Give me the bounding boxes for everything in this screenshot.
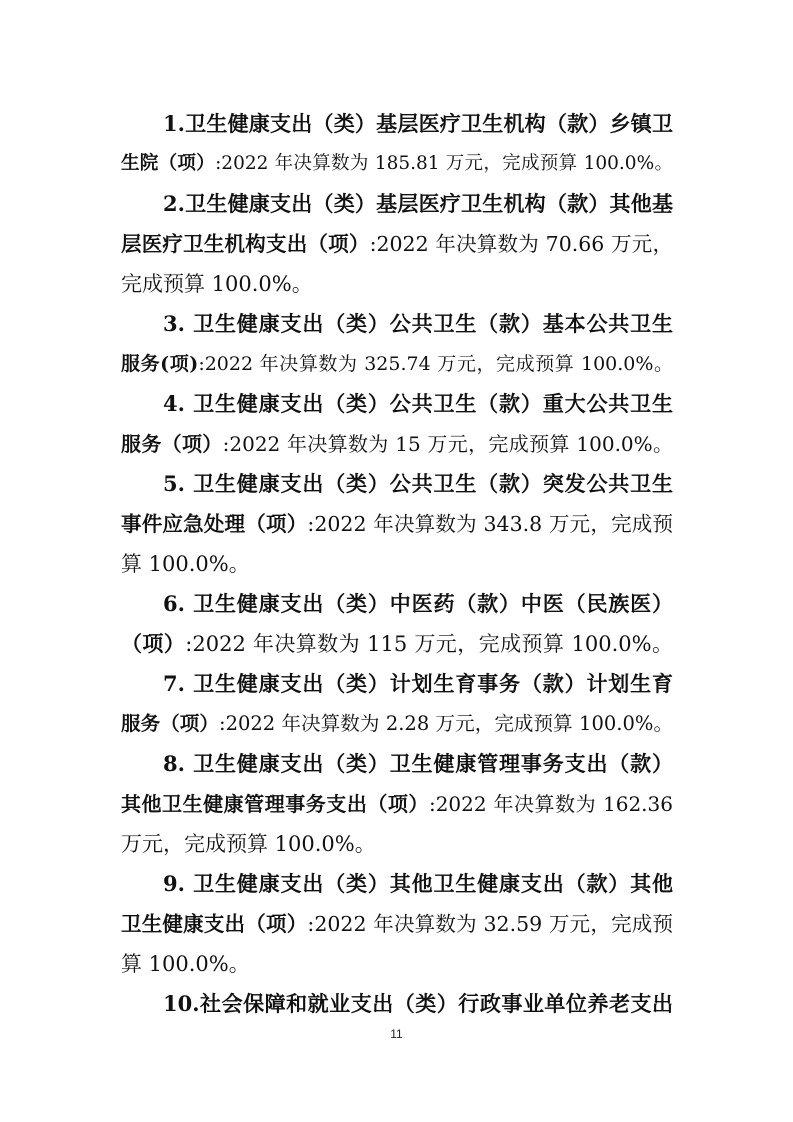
- item-9-line-2: [121, 907, 673, 941]
- item-6-text: :2022 年决算数为 115 万元，完成预算 100.0%。: [185, 632, 673, 656]
- item-4-label: 服务（项）: [121, 432, 223, 456]
- item-7-label: 服务（项）: [121, 712, 220, 735]
- item-8-label: 其他卫生健康管理事务支出（项）: [121, 792, 429, 816]
- item-8-line-2: [121, 787, 673, 821]
- item-5-line-1: 5. 卫生健康支出（类）公共卫生（款）突发公共卫生: [163, 471, 673, 496]
- item-5-line-2: [121, 507, 673, 541]
- item-6-line-1: 6. 卫生健康支出（类）中医药（款）中医（民族医）: [163, 591, 673, 616]
- item-3-text: :2022 年决算数为 325.74 万元，完成预算 100.0%。: [198, 353, 673, 375]
- page-number: 11: [390, 1027, 403, 1041]
- item-7-text: :2022 年决算数为 2.28 万元，完成预算 100.0%。: [219, 712, 673, 735]
- item-3-label: 服务(项): [121, 353, 199, 375]
- item-9-text: :2022 年决算数为 32.59 万元，完成预: [307, 912, 673, 936]
- item-4-text: :2022 年决算数为 15 万元，完成预算 100.0%。: [222, 432, 673, 456]
- item-3-line-2: [121, 347, 673, 381]
- item-2-line-3: 完成预算 100.0%。: [121, 272, 313, 296]
- item-1-label: 生院（项）: [121, 153, 216, 174]
- item-2-text: :2022 年决算数为 70.66 万元，: [369, 232, 673, 256]
- item-3-line-1: 3. 卫生健康支出（类）公共卫生（款）基本公共卫生: [163, 311, 673, 336]
- item-2-label: 层医疗卫生机构支出（项）: [121, 232, 370, 256]
- item-8-line-3: 万元，完成预算 100.0%。: [121, 832, 376, 856]
- item-10-line-1: 10.社会保障和就业支出（类）行政事业单位养老支出: [163, 991, 673, 1016]
- item-6-label: （项）: [121, 631, 186, 656]
- item-1-text: :2022 年决算数为 185.81 万元，完成预算 100.0%。: [215, 153, 673, 174]
- item-7-line-1: 7. 卫生健康支出（类）计划生育事务（款）计划生育: [163, 671, 673, 696]
- item-9-line-1: 9. 卫生健康支出（类）其他卫生健康支出（款）其他: [163, 871, 673, 896]
- item-9-line-3: 算 100.0%。: [121, 952, 250, 976]
- item-1-line-1: 1.卫生健康支出（类）基层医疗卫生机构（款）乡镇卫: [163, 111, 673, 136]
- item-8-line-1: 8. 卫生健康支出（类）卫生健康管理事务支出（款）: [163, 751, 673, 776]
- item-5-text: :2022 年决算数为 343.8 万元，完成预: [307, 512, 673, 536]
- item-5-line-3: 算 100.0%。: [121, 552, 250, 576]
- item-9-label: 卫生健康支出（项）: [121, 912, 308, 936]
- item-5-label: 事件应急处理（项）: [121, 512, 308, 536]
- item-4-line-2: [121, 427, 673, 461]
- item-4-line-1: 4. 卫生健康支出（类）公共卫生（款）重大公共卫生: [163, 391, 673, 416]
- item-6-line-2: [121, 627, 673, 661]
- item-2-line-1: 2.卫生健康支出（类）基层医疗卫生机构（款）其他基: [163, 191, 673, 216]
- item-7-line-2: [121, 707, 673, 741]
- item-1-line-2: [121, 147, 673, 181]
- item-8-text: :2022 年决算数为 162.36: [428, 792, 673, 816]
- item-2-line-2: [121, 227, 673, 261]
